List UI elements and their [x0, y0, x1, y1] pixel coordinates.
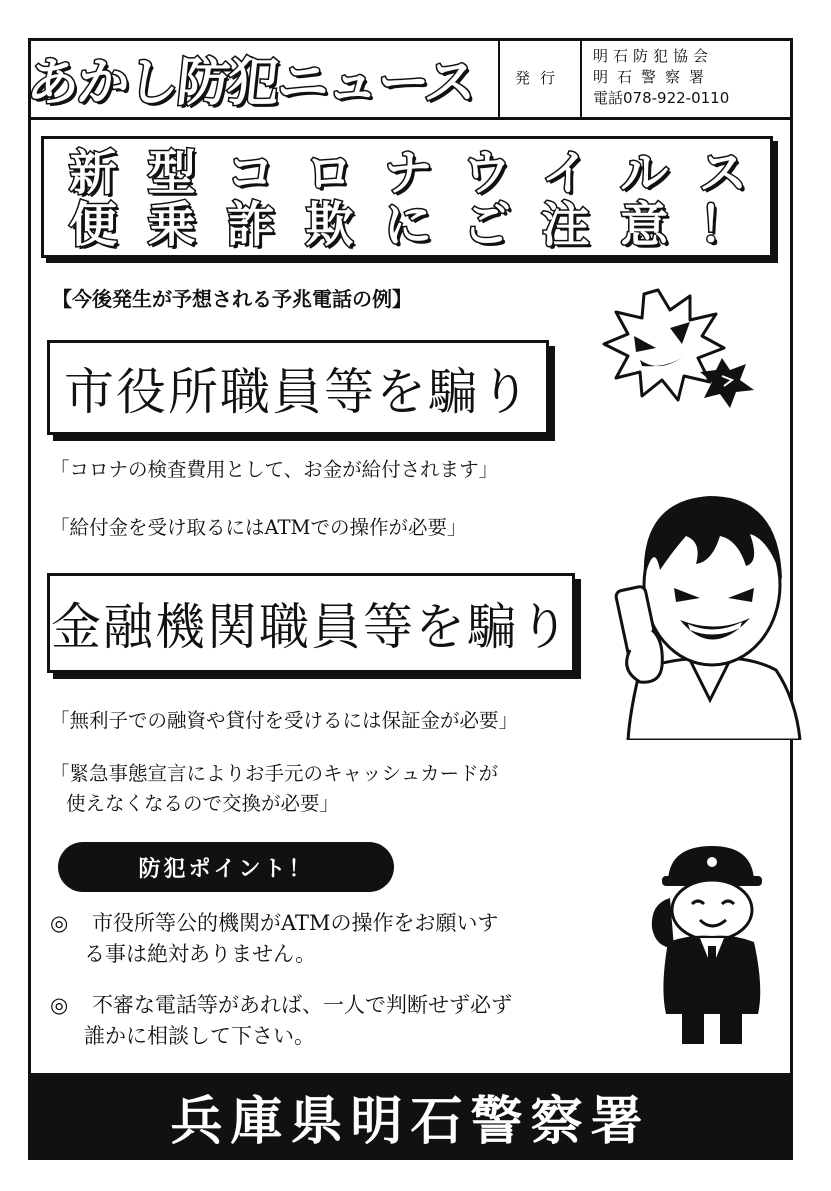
- point-1-line-1: 市役所等公的機関がATMの操作をお願いす: [92, 911, 499, 935]
- title-char: ス: [698, 145, 747, 201]
- title-char: ル: [620, 145, 669, 201]
- examples-subheading: 【今後発生が予想される予兆電話の例】: [52, 287, 412, 311]
- scam-1-quote-1: 「コロナの検査費用として、お金が給付されます」: [50, 458, 499, 481]
- masthead: [24, 38, 793, 120]
- spiky-villain-icon: [598, 288, 763, 413]
- point-2-line-2: 誰かに相談して下さい。: [84, 1024, 315, 1048]
- police-officer-illustration: [640, 838, 780, 1048]
- scam-2-quote-1: 「無利子での融資や貸付を受けるには保証金が必要」: [50, 709, 519, 732]
- publisher-block: [593, 46, 788, 109]
- prevention-point-1: [50, 908, 499, 970]
- title-char: 乗: [147, 197, 196, 253]
- title-char: 詐: [226, 197, 275, 253]
- title-banner: [41, 136, 773, 258]
- title-char: 新: [68, 145, 117, 201]
- publisher-association: 明石防犯協会: [593, 47, 714, 65]
- title-char: 型: [147, 145, 196, 201]
- newsletter-logo: あかし防犯ニュース: [24, 53, 479, 113]
- title-char: ウ: [462, 145, 511, 201]
- point-1-line-2: る事は絶対ありません。: [84, 942, 317, 966]
- title-char: に: [383, 197, 432, 253]
- scam-2-quote-2-line-1: 「緊急事態宣言によりお手元のキャッシュカードが: [50, 762, 499, 785]
- bullet-icon: ◎: [50, 911, 69, 935]
- title-char: ロ: [305, 145, 354, 201]
- title-char: 注: [541, 197, 590, 253]
- title-char: イ: [541, 145, 590, 201]
- point-2-line-1: 不審な電話等があれば、一人で判断せず必ず: [92, 993, 512, 1017]
- title-char: ナ: [383, 145, 432, 201]
- title-char: 意: [620, 197, 669, 253]
- title-char: コ: [226, 145, 275, 201]
- publish-label: 発行: [498, 38, 582, 117]
- publisher-police: 明石警察署: [593, 68, 714, 86]
- scam-1-quote-2: 「給付金を受け取るにはATMでの操作が必要」: [50, 516, 467, 539]
- footer-banner: 兵庫県明石警察署: [28, 1073, 793, 1160]
- scam-2-quote-2-line-2: 使えなくなるので交換が必要」: [66, 792, 340, 815]
- title-char: 便: [68, 197, 117, 253]
- caller-illustration: [600, 470, 805, 740]
- title-char: 欺: [305, 197, 354, 253]
- prevention-points-label: 防犯ポイント！: [58, 842, 394, 892]
- title-char: ！: [698, 197, 747, 253]
- scam-heading-financial-institution: 金融機関職員等を騙り: [47, 573, 575, 673]
- scam-heading-city-office: 市役所職員等を騙り: [47, 340, 549, 435]
- title-line-2: [58, 199, 758, 251]
- prevention-point-2: [50, 990, 512, 1052]
- bullet-icon: ◎: [50, 993, 69, 1017]
- title-line-1: [58, 147, 758, 199]
- publisher-phone: 電話078-922-0110: [593, 89, 730, 107]
- title-char: ご: [462, 197, 511, 253]
